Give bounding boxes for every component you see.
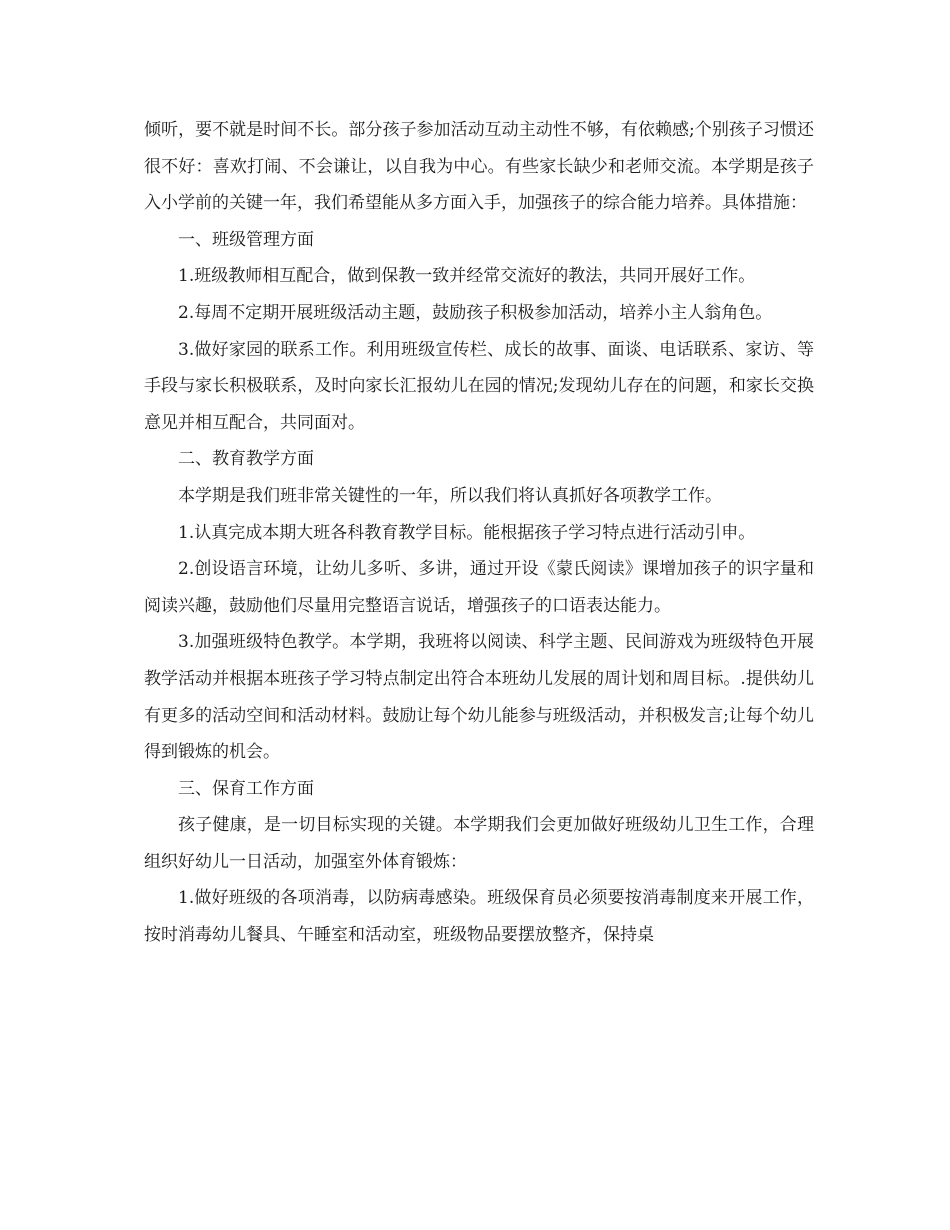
- document-body: [144, 112, 814, 954]
- paragraph-education-item-2: 2.创设语言环境，让幼儿多听、多讲，通过开设《蒙氏阅读》课增加孩子的识字量和阅读兴趣，鼓励他们尽量用完整语言说话，增强孩子的口语表达能力。: [144, 559, 814, 616]
- paragraph-education-item-3: 3.加强班级特色教学。本学期，我班将以阅读、科学主题、民间游戏为班级特色开展教学活动并根据本班孩子学习特点制定出符合本班幼儿发展的周计划和周目标。.提供幼儿有更多的活动空间和活动材料。鼓励让每个幼儿能参与班级活动，并积极发言;让每个幼儿得到锻炼的机会。: [144, 632, 814, 763]
- paragraph-management-item-1: 1.班级教师相互配合，做到保教一致并经常交流好的教法，共同开展好工作。: [178, 266, 756, 287]
- paragraph-care-intro: 孩子健康，是一切目标实现的关键。本学期我们会更加做好班级幼儿卫生工作，合理组织好幼儿一日活动，加强室外体育锻炼：: [144, 815, 814, 872]
- paragraph-management-item-2: 2.每周不定期开展班级活动主题，鼓励孩子积极参加活动，培养小主人翁角色。: [178, 302, 773, 323]
- paragraph-management-item-3: 3.做好家园的联系工作。利用班级宣传栏、成长的故事、面谈、电话联系、家访、等手段与家长积极联系，及时向家长汇报幼儿在园的情况;发现幼儿存在的问题，和家长交换意见并相互配合，共同面对。: [144, 339, 814, 433]
- section-heading-education-teaching: 二、教育教学方面: [178, 449, 314, 470]
- paragraph-intro-continued: 倾听，要不就是时间不长。部分孩子参加活动互动主动性不够，有依赖感;个别孩子习惯还很不好：喜欢打闹、不会谦让，以自我为中心。有些家长缺少和老师交流。本学期是孩子入小学前的关键一年，我们希望能从多方面入手，加强孩子的综合能力培养。具体措施：: [144, 120, 814, 214]
- paragraph-education-intro: 本学期是我们班非常关键性的一年，所以我们将认真抓好各项教学工作。: [178, 485, 722, 506]
- paragraph-education-item-1: 1.认真完成本期大班各科教育教学目标。能根据孩子学习特点进行活动引申。: [178, 522, 756, 543]
- section-heading-care-work: 三、保育工作方面: [178, 778, 314, 799]
- section-heading-class-management: 一、班级管理方面: [178, 229, 314, 250]
- paragraph-care-item-1: 1.做好班级的各项消毒，以防病毒感染。班级保育员必须要按消毒制度来开展工作，按时消毒幼儿餐具、午睡室和活动室，班级物品要摆放整齐，保持桌: [144, 888, 814, 946]
